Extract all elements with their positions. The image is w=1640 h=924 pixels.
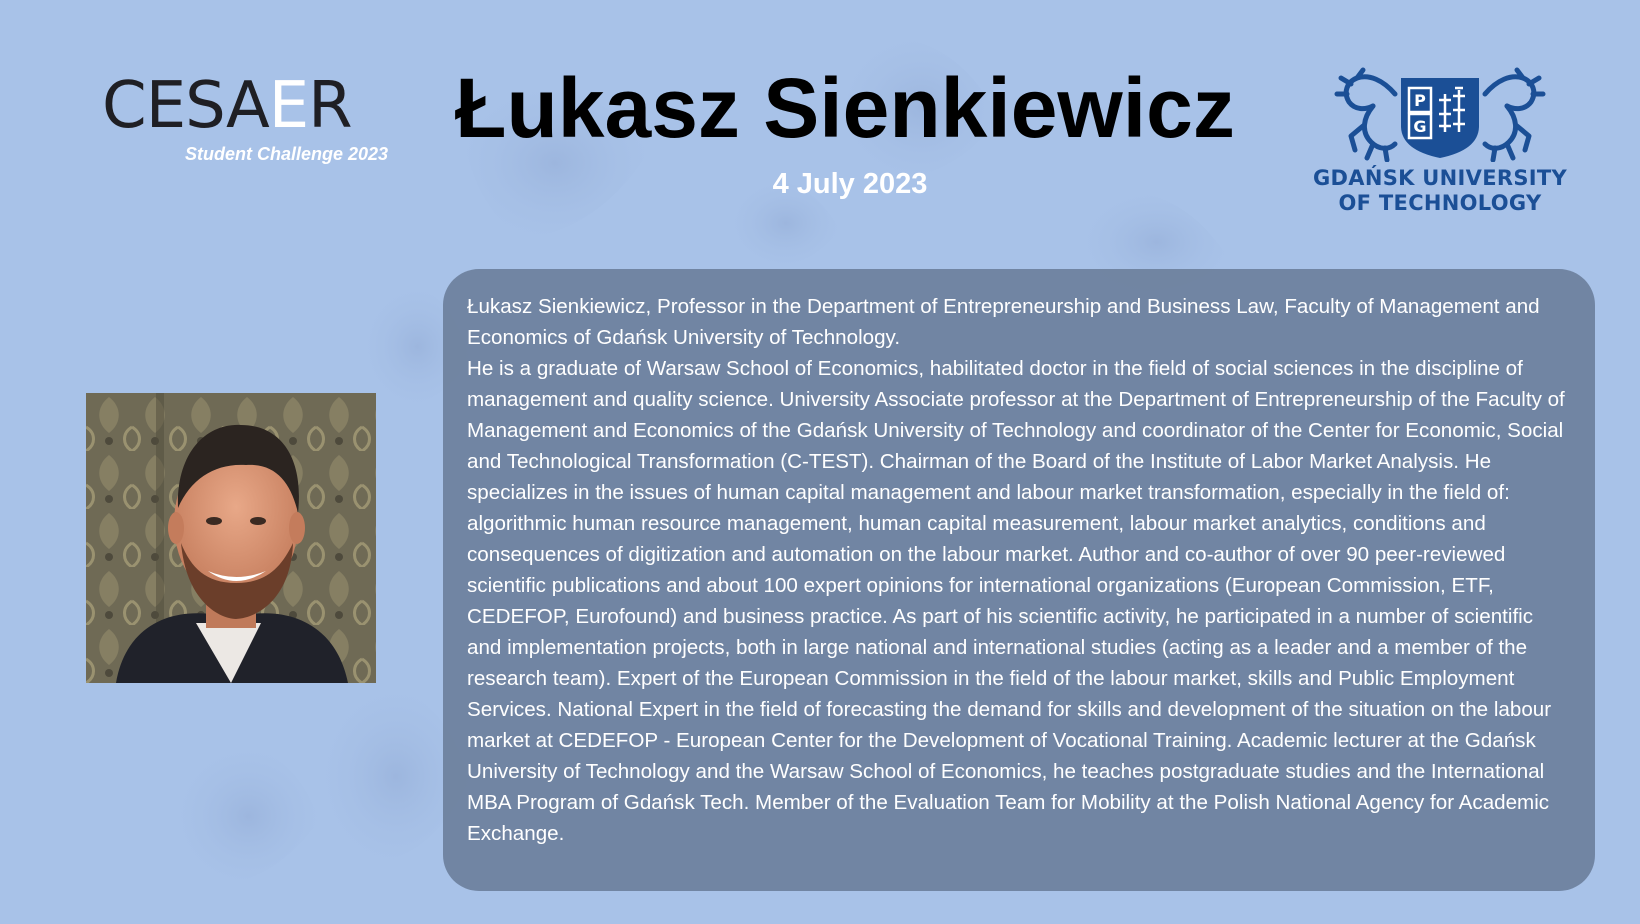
emblem-letter-p: P: [1414, 91, 1426, 110]
bio-paragraph-intro: Łukasz Sienkiewicz, Professor in the Department of Entrepreneurship and Business Law, Faculty of Management and Economics of Gdańsk University of Technology.: [467, 295, 1540, 349]
cesaer-logo: [100, 70, 400, 170]
gdansk-university-name-line1: GDAŃSK UNIVERSITY: [1313, 166, 1567, 190]
bio-paragraph-details: He is a graduate of Warsaw School of Economics, habilitated doctor in the field of social sciences in the discipline of management and quality science. University Associate professor at the Department of Entrepreneurship of the Faculty of Management and Economics of the Gdańsk University of Technology and coordinator of the Center for Economic, Social and Technological Transformation (C-TEST). Chairman of the Board of the Institute of Labor Market Analysis. He specializes in the issues of human capital management and labour market transformation, especially in the field of: algorithmic human resource management, human capital measurement, labour market analytics, conditions and consequences of digitization and automation on the labour market. Author and co-author of over 90 peer-reviewed scientific publications and about 100 expert opinions for international organizations (European Commission, ETF, CEDEFOP, Eurofound) and business practice. As part of his scientific activity, he participated in a number of scientific and implementation projects, both in large national and international studies (acting as a leader and a member of the research team). Expert of the European Commission in the field of the labour market, skills and Public Employment Services. National Expert in the field of forecasting the demand for skills and development of the situation on the labour market at CEDEFOP - European Center for the Development of Vocational Training. Academic lecturer at the Gdańsk University of Technology and the Warsaw School of Economics, he teaches postgraduate studies and the International MBA Program of Gdańsk Tech. Member of the Evaluation Team for Mobility at the Polish National Agency for Academic Exchange.: [467, 357, 1565, 845]
cesaer-wordmark-part2: R: [308, 69, 352, 143]
page-title: Łukasz Sienkiewicz: [455, 61, 1235, 155]
gdansk-university-name-line2: OF TECHNOLOGY: [1338, 191, 1542, 215]
gdansk-university-logo: [1300, 66, 1580, 226]
bio-card: [443, 269, 1595, 891]
cesaer-wordmark-highlight: E: [268, 69, 309, 143]
cesaer-wordmark-part1: CESA: [102, 69, 269, 143]
portrait-illustration: [86, 393, 376, 683]
cesaer-wordmark: [102, 69, 352, 143]
griffins-shield-icon: [1333, 66, 1547, 162]
portrait-photo: [86, 393, 376, 683]
gdansk-university-name: [1300, 166, 1580, 216]
event-date: 4 July 2023: [772, 168, 928, 200]
cesaer-subtitle: Student Challenge 2023: [185, 144, 389, 164]
emblem-letter-g: G: [1413, 117, 1427, 136]
